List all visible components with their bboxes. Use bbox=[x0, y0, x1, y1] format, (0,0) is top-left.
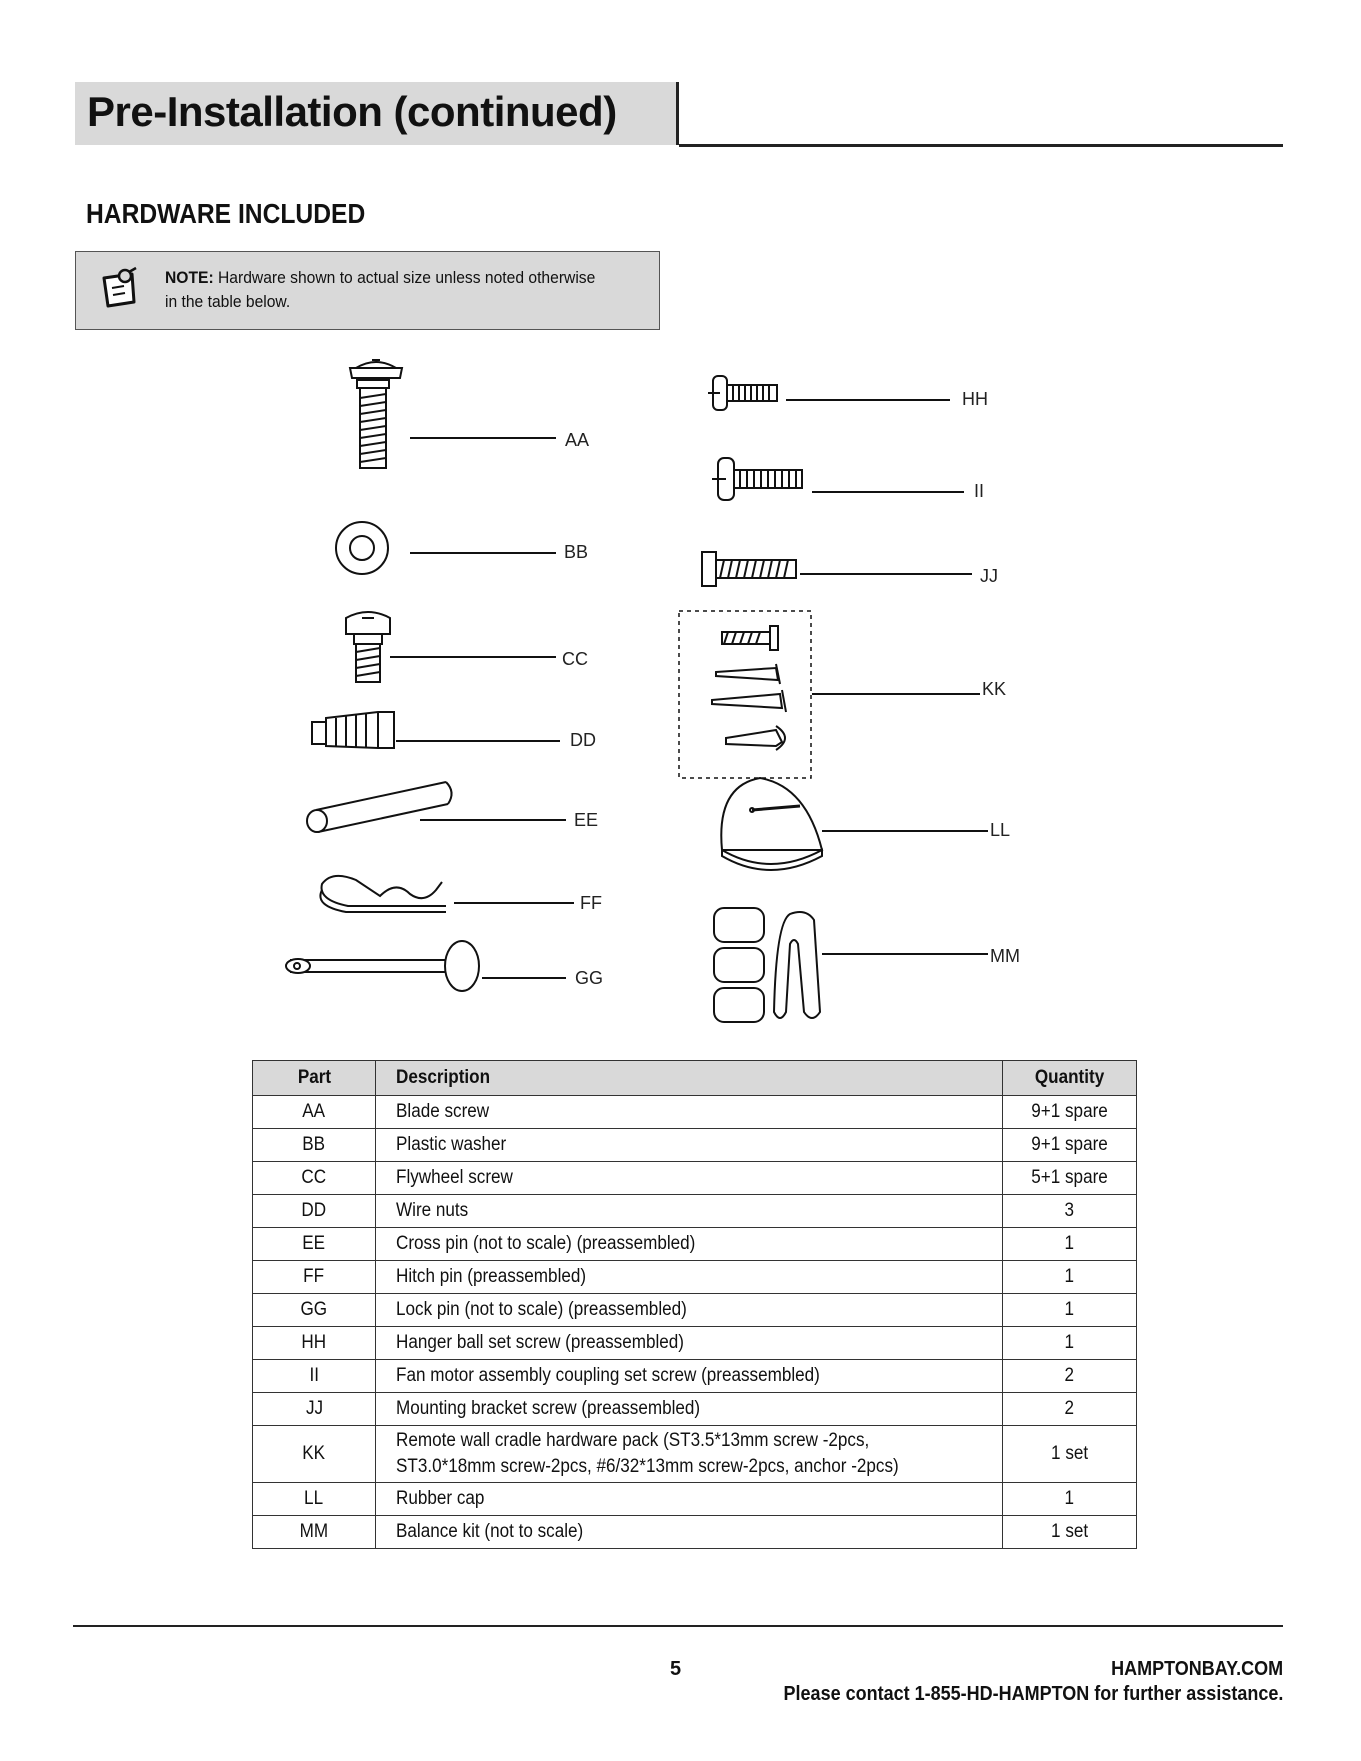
row-description: Rubber cap bbox=[396, 1488, 485, 1509]
row-quantity: 9+1 spare bbox=[1031, 1134, 1108, 1155]
table-row bbox=[253, 1393, 1137, 1426]
row-part: MM bbox=[299, 1521, 329, 1542]
row-quantity: 9+1 spare bbox=[1031, 1101, 1108, 1122]
row-description: Fan motor assembly coupling set screw (preassembled) bbox=[396, 1365, 820, 1386]
row-part: EE bbox=[302, 1233, 326, 1254]
label-ff: FF bbox=[580, 893, 602, 913]
balance-kit-illustration bbox=[714, 908, 820, 1022]
table-row bbox=[253, 1228, 1137, 1261]
row-description: Flywheel screw bbox=[396, 1167, 513, 1188]
footer-website: HAMPTONBAY.COM bbox=[1110, 1658, 1283, 1680]
footer-rule bbox=[73, 1625, 1283, 1627]
header-quantity: Quantity bbox=[1003, 1061, 1137, 1096]
label-ll: LL bbox=[990, 820, 1011, 840]
row-part: KK bbox=[302, 1443, 326, 1464]
table-row bbox=[253, 1261, 1137, 1294]
label-hh: HH bbox=[962, 389, 988, 409]
row-description-line1: Remote wall cradle hardware pack (ST3.5*13mm screw -2pcs, bbox=[396, 1430, 870, 1451]
row-description: Balance kit (not to scale) bbox=[396, 1521, 584, 1542]
mounting-bracket-screw-illustration bbox=[702, 552, 796, 586]
hardware-table bbox=[252, 1060, 1137, 1549]
row-description: Hitch pin (preassembled) bbox=[396, 1266, 587, 1287]
row-part: II bbox=[309, 1365, 319, 1386]
wire-nut-illustration bbox=[312, 712, 394, 748]
row-quantity: 3 bbox=[1064, 1200, 1075, 1221]
label-gg: GG bbox=[575, 968, 604, 988]
row-quantity: 1 bbox=[1064, 1299, 1075, 1320]
label-mm: MM bbox=[990, 946, 1020, 966]
row-description: Plastic washer bbox=[396, 1134, 507, 1155]
table-header-row bbox=[253, 1061, 1137, 1096]
row-quantity: 1 bbox=[1064, 1332, 1075, 1353]
label-kk: KK bbox=[982, 679, 1007, 699]
row-description: Wire nuts bbox=[396, 1200, 469, 1221]
row-part: JJ bbox=[305, 1398, 323, 1419]
row-part: GG bbox=[300, 1299, 328, 1320]
note-label: NOTE: bbox=[165, 268, 214, 287]
row-quantity: 1 bbox=[1064, 1233, 1075, 1254]
table-row bbox=[253, 1129, 1137, 1162]
lock-pin-illustration bbox=[286, 941, 479, 991]
row-part: BB bbox=[302, 1134, 326, 1155]
cross-pin-illustration bbox=[307, 782, 452, 832]
table-row bbox=[253, 1426, 1137, 1483]
row-part: HH bbox=[301, 1332, 327, 1353]
row-description: Mounting bracket screw (preassembled) bbox=[396, 1398, 701, 1419]
row-part: CC bbox=[301, 1167, 327, 1188]
hardware-pack-illustration bbox=[712, 626, 786, 750]
note-body: Hardware shown to actual size unless noted otherwise in the table below. bbox=[165, 268, 596, 311]
row-description: Hanger ball set screw (preassembled) bbox=[396, 1332, 684, 1353]
row-part: LL bbox=[304, 1488, 324, 1509]
label-jj: JJ bbox=[980, 566, 998, 586]
table-row bbox=[253, 1360, 1137, 1393]
hitch-pin-illustration bbox=[320, 876, 446, 912]
label-dd: DD bbox=[570, 730, 596, 750]
table-row bbox=[253, 1195, 1137, 1228]
table-row bbox=[253, 1516, 1137, 1549]
row-part: DD bbox=[301, 1200, 327, 1221]
page-number: 5 bbox=[670, 1658, 682, 1680]
page-title: Pre-Installation (continued) bbox=[87, 88, 617, 135]
row-quantity: 2 bbox=[1064, 1398, 1075, 1419]
header-part: Part bbox=[253, 1061, 376, 1096]
table-row bbox=[253, 1162, 1137, 1195]
section-title: HARDWARE INCLUDED bbox=[86, 198, 366, 229]
rubber-cap-illustration bbox=[721, 778, 822, 870]
blade-screw-illustration bbox=[350, 360, 402, 468]
table-row bbox=[253, 1096, 1137, 1129]
table-row bbox=[253, 1327, 1137, 1360]
coupling-set-screw-illustration bbox=[712, 458, 802, 500]
row-quantity: 1 bbox=[1064, 1266, 1075, 1287]
flywheel-screw-illustration bbox=[346, 612, 390, 682]
row-quantity: 1 bbox=[1064, 1488, 1075, 1509]
table-row bbox=[253, 1483, 1137, 1516]
hanger-ball-set-screw-illustration bbox=[708, 376, 777, 410]
label-ii: II bbox=[974, 481, 985, 501]
row-description: Lock pin (not to scale) (preassembled) bbox=[396, 1299, 687, 1320]
label-aa: AA bbox=[565, 430, 590, 450]
label-ee: EE bbox=[574, 810, 599, 830]
row-quantity: 1 set bbox=[1050, 1443, 1089, 1464]
header-description: Description bbox=[376, 1061, 1003, 1096]
label-bb: BB bbox=[564, 542, 589, 562]
label-cc: CC bbox=[562, 649, 588, 669]
row-quantity: 1 set bbox=[1050, 1521, 1089, 1542]
footer-contact: Please contact 1-855-HD-HAMPTON for further assistance. bbox=[783, 1683, 1283, 1705]
row-description: Cross pin (not to scale) (preassembled) bbox=[396, 1233, 696, 1254]
row-description-line2: ST3.0*18mm screw-2pcs, #6/32*13mm screw-2pcs, anchor -2pcs) bbox=[396, 1456, 899, 1477]
row-part: AA bbox=[302, 1101, 326, 1122]
row-quantity: 2 bbox=[1064, 1365, 1075, 1386]
table-row bbox=[253, 1294, 1137, 1327]
row-quantity: 5+1 spare bbox=[1031, 1167, 1108, 1188]
row-part: FF bbox=[303, 1266, 325, 1287]
row-description: Blade screw bbox=[396, 1101, 490, 1122]
